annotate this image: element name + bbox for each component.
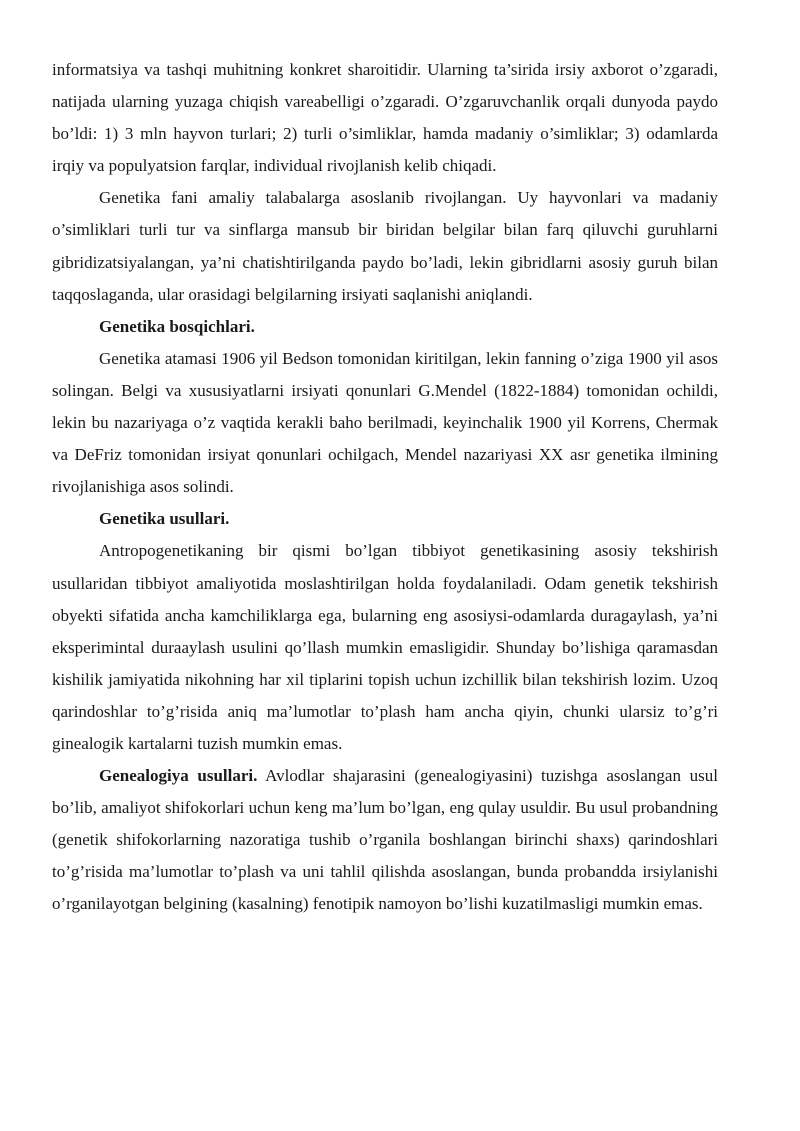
- document-page: [52, 54, 718, 921]
- paragraph-genetics-history: Genetika atamasi 1906 yil Bedson tomonidan kiritilgan, lekin fanning o’ziga 1900 yil asos solingan. Belgi va xususiyatlarni irsiyati qonunlari G.Mendel (1822-1884) tomonidan ochildi, lekin bu nazariyaga o’z vaqtida kerakli baho berilmadi, keyinchalik 1900 yil Korrens, Chermak va DeFriz tomonidan irsiyat qonunlari ochilgach, Mendel nazariyasi XX asr genetika ilmining rivojlanishiga asos solindi.: [52, 348, 718, 497]
- paragraph-genetics-science: Genetika fani amaliy talabalarga asoslanib rivojlangan. Uy hayvonlari va madaniy o’simliklari turli tur va sinflarga mansub bir biridan belgilar bilan farq qiluvchi guruhlarni gibridizatsiyalangan, ya’ni chatishtirilganda paydo bo’ladi, lekin gibridlarni asosiy guruh bilan taqqoslaganda, ular orasidagi belgilarning irsiyati saqlanishi aniqlandi.: [52, 188, 718, 304]
- paragraph-variability: informatsiya va tashqi muhitning konkret sharoitidir. Ularning ta’sirida irsiy axborot o’zgaradi, natijada ularning yuzaga chiqish vareabelligi o’zgaradi. O’zgaruvchanlik orqali dunyoda paydo bo’ldi: 1) 3 mln hayvon turlari; 2) turli o’simliklar, hamda madaniy o’simliklar; 3) odamlarda irqiy va populyatsion farqlar, individual rivojlanish kelib chiqadi.: [52, 60, 718, 176]
- heading-genetics-methods: Genetika usullari.: [99, 509, 230, 529]
- genealogy-method-lead: Genealogiya usullari.: [99, 766, 258, 786]
- paragraph-genealogy-method: [52, 760, 718, 920]
- heading-genetics-stages: Genetika bosqichlari.: [99, 316, 255, 336]
- paragraph-anthropogenetics: Antropogenetikaning bir qismi bo’lgan tibbiyot genetikasining asosiy tekshirish usullaridan tibbiyot amaliyotida moslashtirilgan holda foydalaniladi. Odam genetik tekshirish obyekti sifatida ancha kamchiliklarga ega, bularning eng asosiysi-odamlarda duragaylash, ya’ni eksperimintal duraaylash usulini qo’llash mumkin emasligidir. Shunday bo’lishiga qaramasdan kishilik jamiyatida nikohning har xil tiplarini topish uchun izchillik bilan tekshirish lozim. Uzoq qarindoshlar to’g’risida aniq ma’lumotlar to’plash ham ancha qiyin, chunki ularsiz to’g’ri ginealogik kartalarni tuzish mumkin emas.: [52, 541, 718, 753]
- genealogy-method-body: Avlodlar shajarasini (genealogiyasini) tuzishga asoslangan usul bo’lib, amaliyot shifokorlari uchun keng ma’lum bo’lgan, eng qulay usuldir. Bu usul probandning (genetik shifokorlarning nazoratiga tushib o’rganila boshlangan birinchi shaxs) qarindoshlari to’g’risida ma’lumotlar to’plash va uni tahlil qilishda asoslangan, bunda probandda irsiylanishi o’rganilayotgan belgining (kasalning) fenotipik namoyon bo’lishi kuzatilmasligi mumkin emas.: [52, 766, 718, 914]
